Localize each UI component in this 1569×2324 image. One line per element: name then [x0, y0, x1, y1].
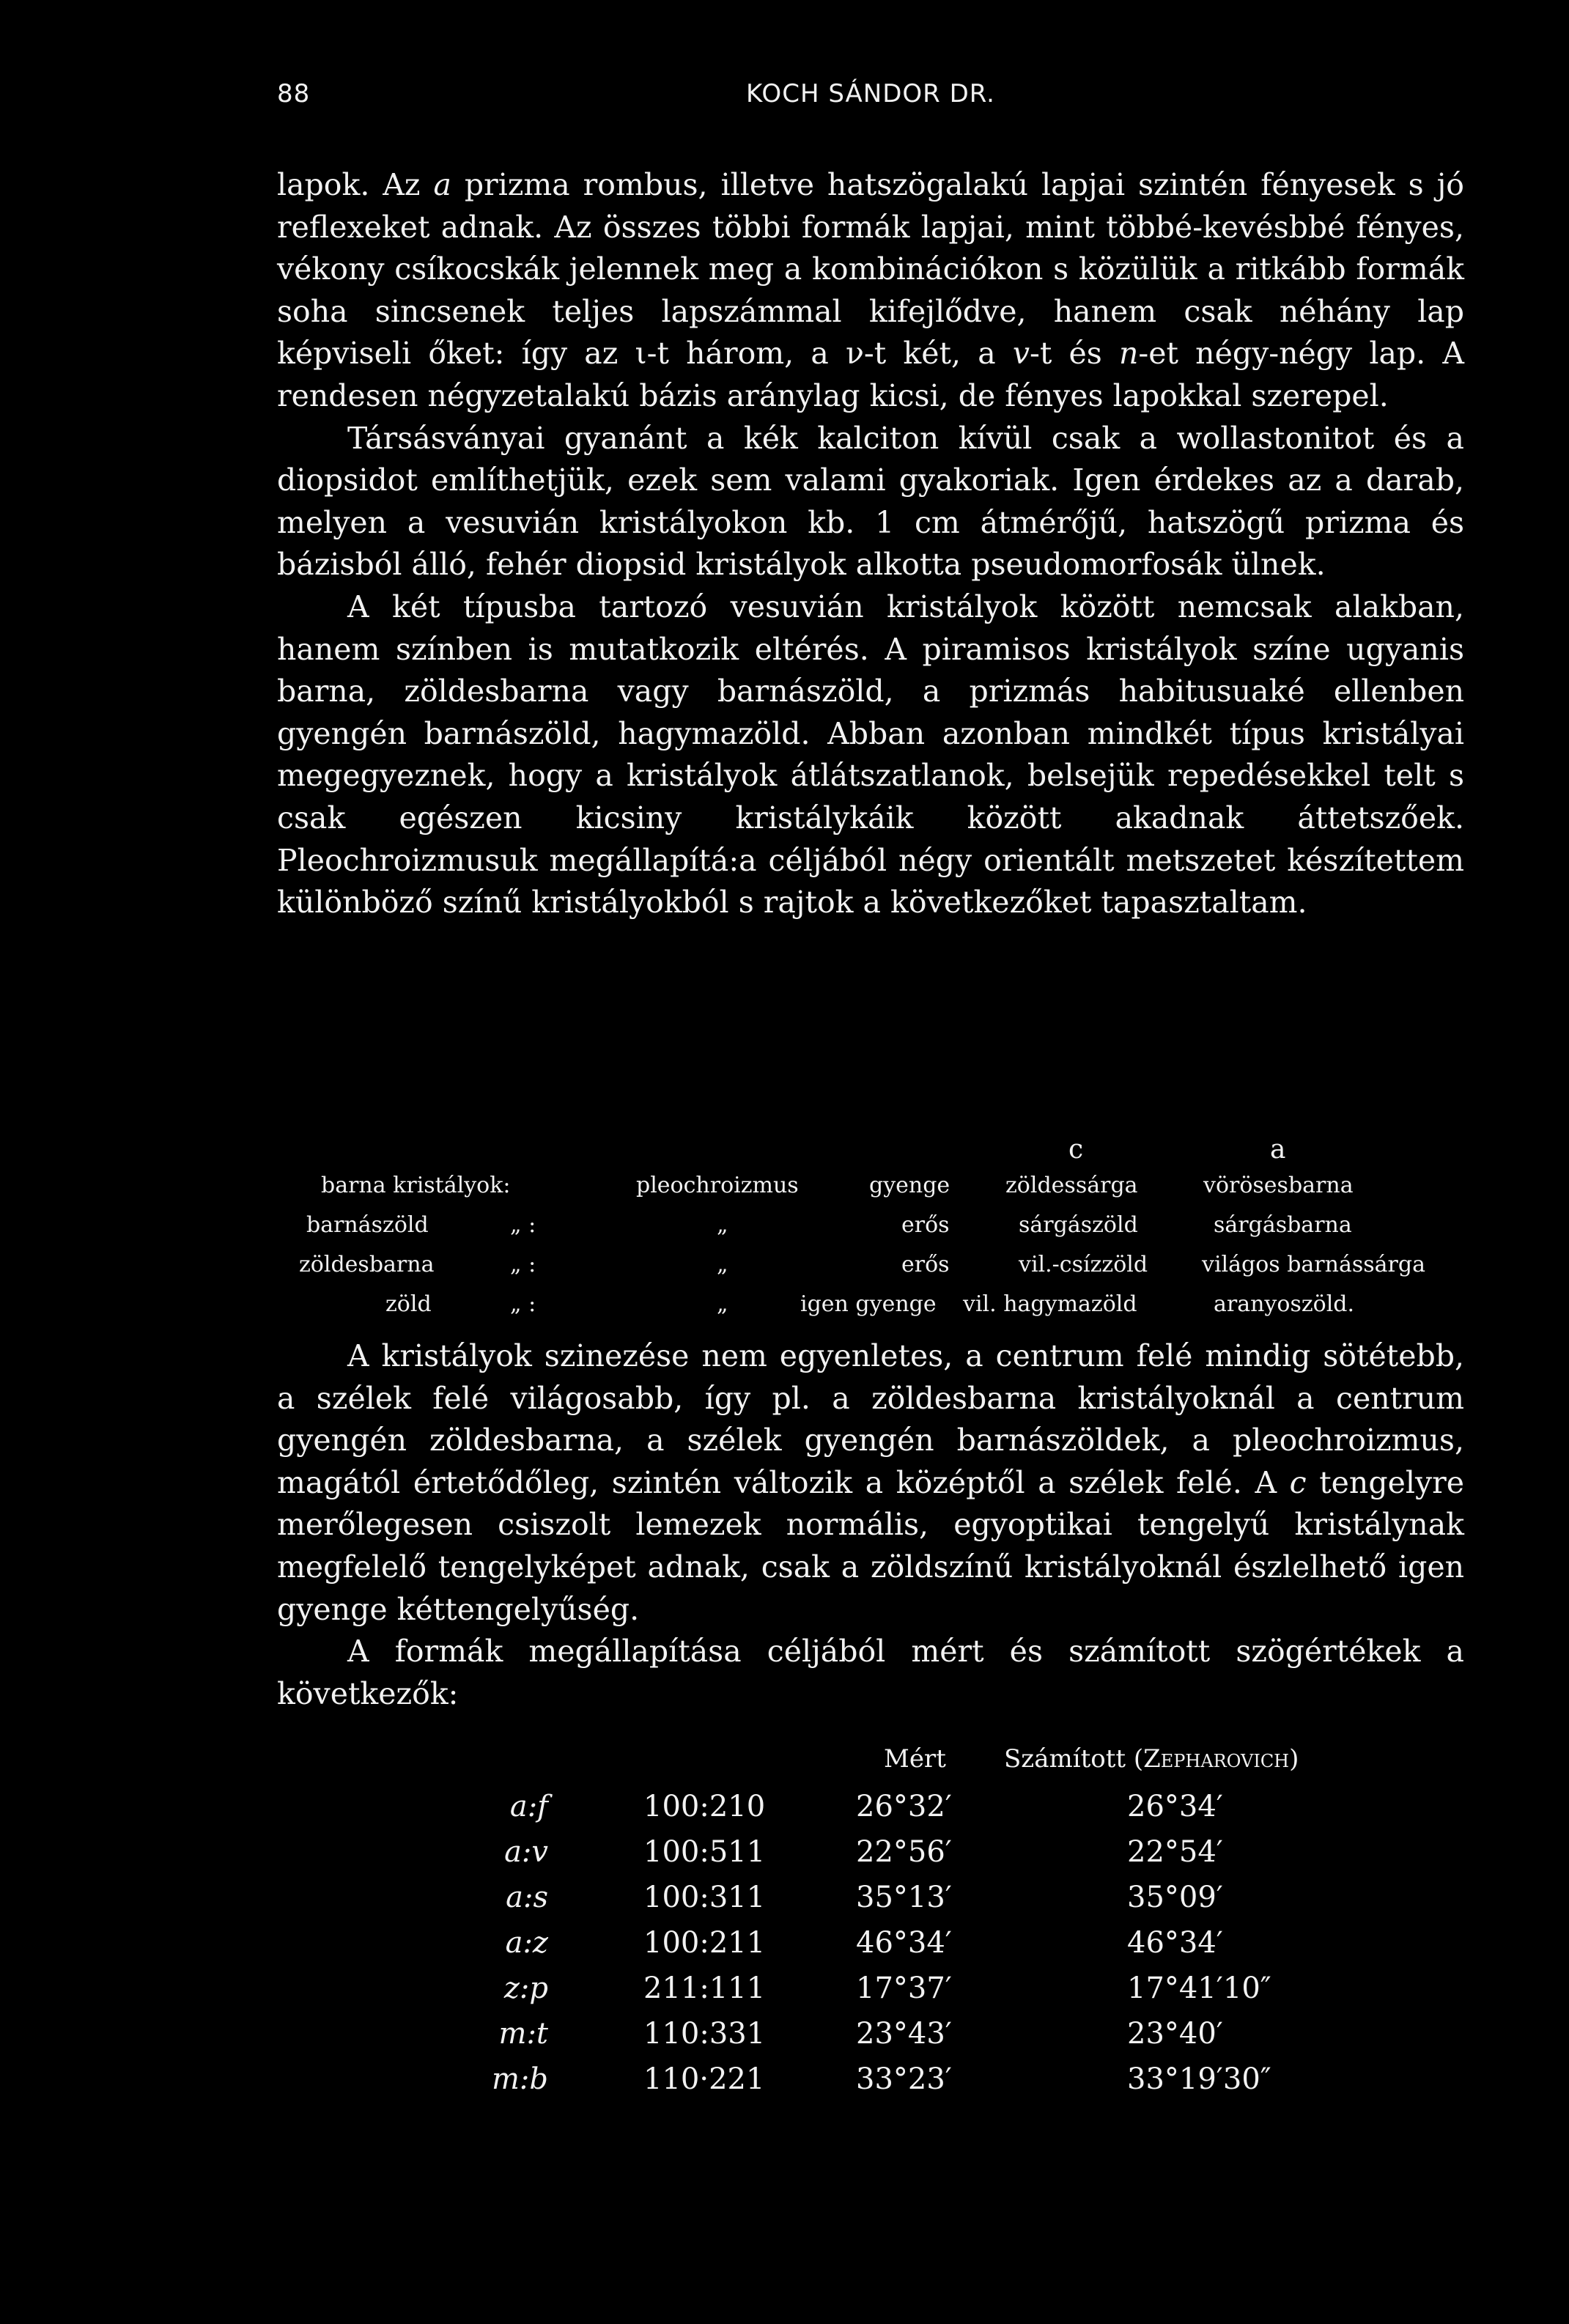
pleo-label: „	[717, 1252, 728, 1277]
axis-a-label: a	[1270, 1135, 1286, 1165]
computed-angle: 23°40′	[1127, 2017, 1223, 2051]
face-pair: a:z	[505, 1926, 548, 1960]
paragraph-3: A két típusba tartozó vesuvián kristályok között nemcsak alakban, hanem színben is mutatkozik eltérés. A piramisos kristályok színe ugyanis barna, zöldesbarna vagy barnászöld, a prizmás habitusuaké ellenben gyengén barnászöld, hagymazöld. Abban azonban mindkét típus kristályai megegyeznek, hogy a kristályok átlátszatlanok, belsejük repedésekkel telt s csak egészen kicsiny kristálykáik között akadnak áttetszőek. Pleochroizmusuk megállapítá:a céljából négy orientált metszetet készítettem különböző színű kristályokból s rajtok a következőket tapasztaltam.	[277, 589, 1464, 921]
pleo-strength: gyenge	[869, 1173, 950, 1198]
pleo-c: vil. hagymazöld	[963, 1291, 1137, 1317]
table-row	[277, 1881, 1464, 1926]
pleo-a: vörösesbarna	[1203, 1173, 1354, 1198]
ditto-mark: „ :	[510, 1252, 536, 1277]
computed-angle: 33°19′30″	[1127, 2062, 1271, 2096]
angle-table-header	[277, 1744, 1464, 1781]
pleo-strength: igen gyenge	[800, 1291, 937, 1317]
measured-angle: 33°23′	[856, 2062, 952, 2096]
computed-header: Számított (Zepharovich)	[1004, 1744, 1299, 1774]
table-row	[277, 1291, 1464, 1331]
computed-angle: 22°54′	[1127, 1835, 1223, 1869]
measured-angle: 22°56′	[856, 1835, 952, 1869]
miller-index: 110:331	[643, 2017, 766, 2051]
table-row	[277, 1252, 1464, 1291]
pleo-a: aranyoszöld.	[1214, 1291, 1355, 1317]
measured-header: Mért	[884, 1744, 946, 1774]
measured-angle: 46°34′	[856, 1926, 952, 1960]
computed-angle: 17°41′10″	[1127, 1971, 1271, 2005]
paragraph-2: Társásványai gyanánt a kék kalciton kívül csak a wollastonitot és a diopsidot említhetjük, ezek sem valami gyakoriak. Igen érdekes az a darab, melyen a vesuvián kristályokon kb. 1 cm átmérőjű, hatszögű prizma és bázisból álló, fehér diopsid kristályok alkotta pseudomorfosák ülnek.	[277, 420, 1464, 583]
face-pair: z:p	[503, 1971, 548, 2005]
pleo-a: sárgásbarna	[1214, 1212, 1352, 1238]
pleo-label: „	[717, 1212, 728, 1238]
pleo-c: sárgászöld	[1019, 1212, 1138, 1238]
table-row	[277, 1173, 1464, 1212]
face-pair: m:b	[491, 2062, 548, 2096]
face-pair: a:f	[509, 1790, 548, 1823]
angle-table	[277, 1790, 1464, 2108]
ditto-mark: „ :	[510, 1291, 536, 1317]
table-row	[277, 1790, 1464, 1835]
computed-angle: 26°34′	[1127, 1790, 1223, 1823]
crystal-color: zöld	[385, 1291, 432, 1317]
body-text-top	[277, 164, 1464, 924]
pleochroism-table	[277, 1173, 1464, 1331]
pleo-strength: erős	[901, 1212, 950, 1238]
pleochroism-axis-header	[277, 1135, 1464, 1167]
face-pair: a:v	[504, 1835, 548, 1869]
measured-angle: 17°37′	[856, 1971, 952, 2005]
crystal-color: barnászöld	[306, 1212, 429, 1238]
miller-index: 100:511	[643, 1835, 766, 1869]
pleo-a: világos barnássárga	[1202, 1252, 1425, 1277]
computed-angle: 46°34′	[1127, 1926, 1223, 1960]
crystal-color: zöldesbarna	[299, 1252, 435, 1277]
pleo-c: zöldessárga	[1005, 1173, 1138, 1198]
pleo-label: „	[717, 1291, 728, 1317]
table-row	[277, 1835, 1464, 1881]
measured-angle: 35°13′	[856, 1881, 952, 1914]
miller-index: 100:311	[643, 1881, 766, 1914]
table-row	[277, 2062, 1464, 2108]
paragraph-4: A kristályok szinezése nem egyenletes, a centrum felé mindig sötétebb, a szélek felé világosabb, így pl. a zöldesbarna kristályoknál a centrum gyengén zöldesbarna, a szélek gyengén barnászöldek, a pleochroizmus, magától értetődőleg, szintén változik a középtől a szélek felé. A c tengelyre merőlegesen csiszolt lemezek normális, egyoptikai tengelyű kristálynak megfelelő tengelyképet adnak, csak a zöldszínű kristályoknál észlelhető igen gyenge kéttengelyűség.	[277, 1338, 1464, 1627]
paragraph-5: A formák megállapítása céljából mért és számított szögértékek a következők:	[277, 1634, 1464, 1711]
axis-c-label: c	[1068, 1135, 1084, 1165]
pleo-strength: erős	[901, 1252, 950, 1277]
miller-index: 100:210	[643, 1790, 766, 1823]
running-header	[277, 79, 1464, 123]
paragraph-1: lapok. Az a prizma rombus, illetve hatszögalakú lapjai szintén fényesek s jó reflexeket adnak. Az összes többi formák lapjai, mint többé-kevésbbé fényes, vékony csíkocskák jelennek meg a kombinációkon s közülük a ritkább formák soha sincsenek teljes lapszámmal kifejlődve, hanem csak néhány lap képviseli őket: így az ι-t három, a ν-t két, a v-t és n-et négy-négy lap. A rendesen négyzetalakú bázis aránylag kicsi, de fényes lapokkal szerepel.	[277, 167, 1464, 413]
table-row	[277, 1212, 1464, 1252]
measured-angle: 26°32′	[856, 1790, 952, 1823]
measured-angle: 23°43′	[856, 2017, 952, 2051]
table-row	[277, 1926, 1464, 1971]
table-row	[277, 1971, 1464, 2017]
crystal-color: barna kristályok:	[321, 1173, 511, 1198]
ditto-mark: „ :	[510, 1212, 536, 1238]
pleo-c: vil.-csízzöld	[1019, 1252, 1148, 1277]
running-title: KOCH SÁNDOR DR.	[746, 79, 995, 108]
pleo-label: pleochroizmus	[636, 1173, 799, 1198]
page-number: 88	[277, 79, 311, 108]
body-text-bottom	[277, 1335, 1464, 1715]
face-pair: a:s	[506, 1881, 548, 1914]
computed-angle: 35°09′	[1127, 1881, 1223, 1914]
miller-index: 110·221	[643, 2062, 765, 2096]
face-pair: m:t	[498, 2017, 548, 2051]
table-row	[277, 2017, 1464, 2062]
miller-index: 100:211	[643, 1926, 766, 1960]
miller-index: 211:111	[643, 1971, 766, 2005]
